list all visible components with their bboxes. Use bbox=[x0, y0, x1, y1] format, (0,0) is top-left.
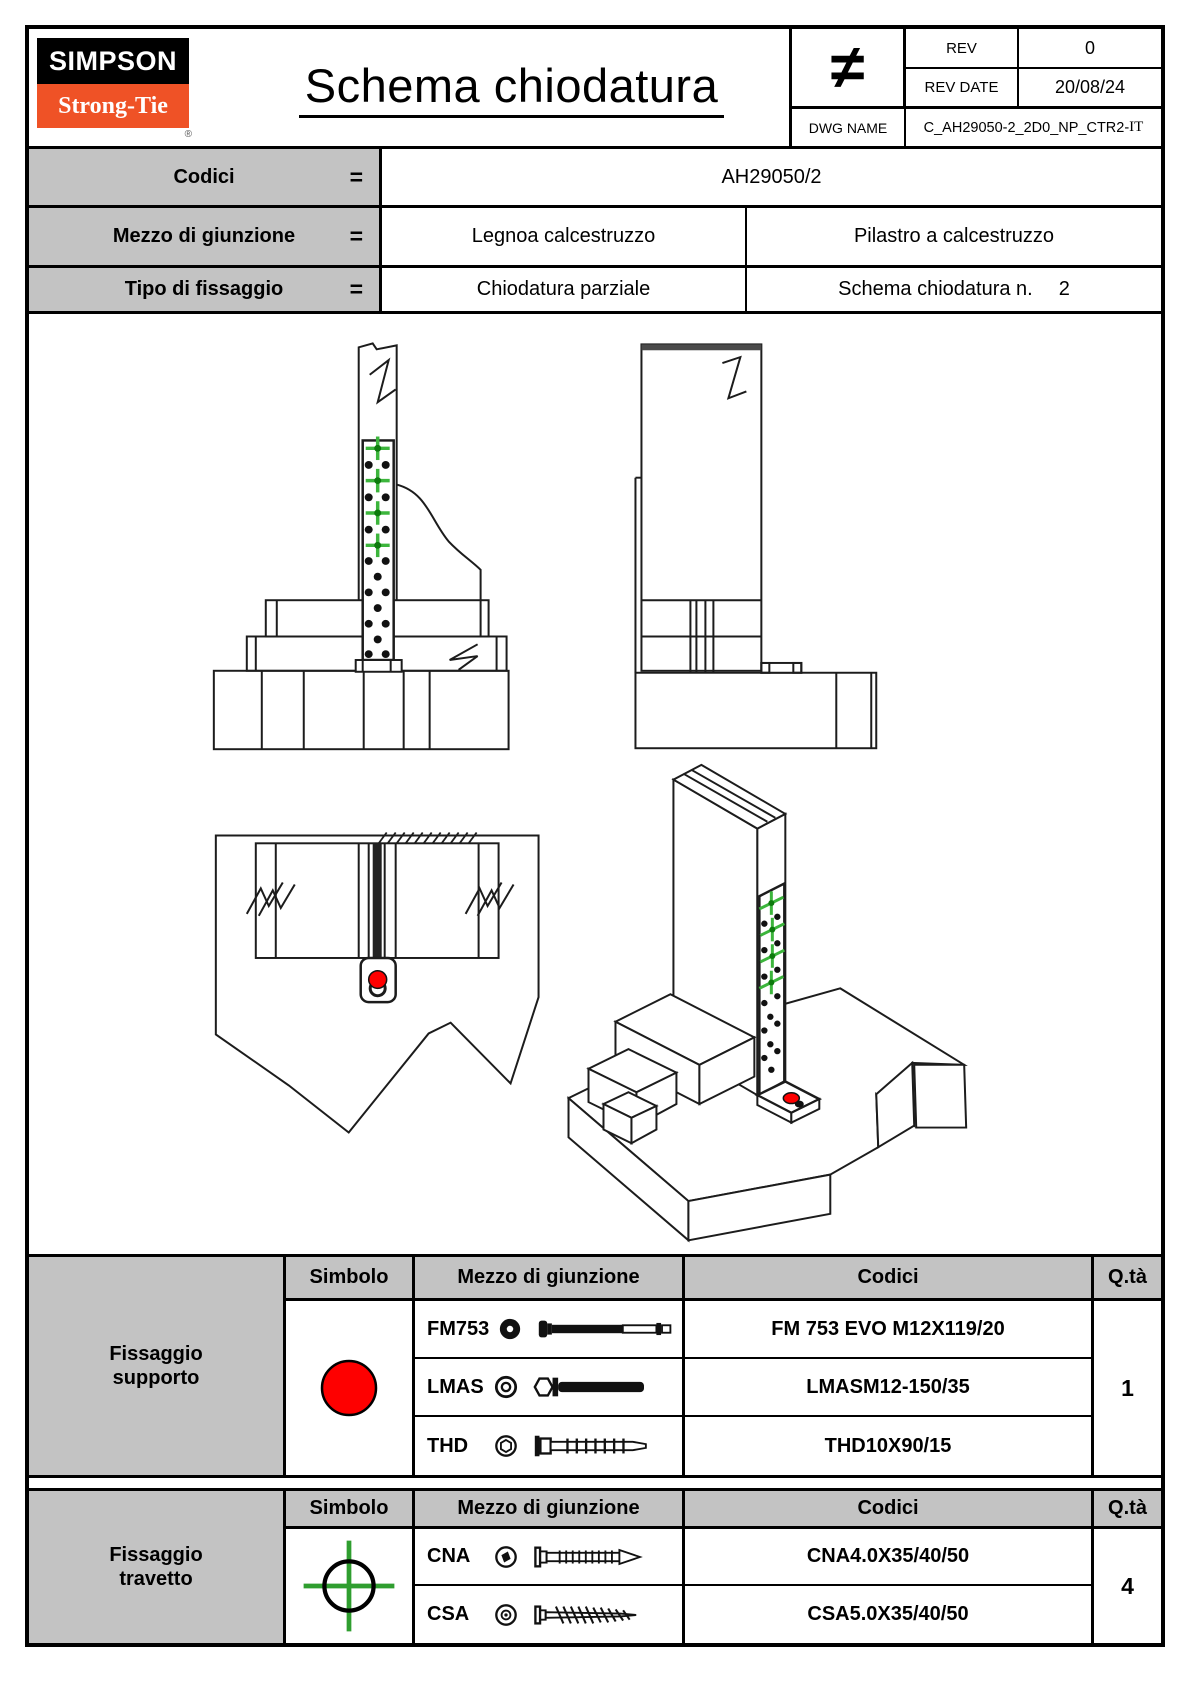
title-block bbox=[789, 29, 1161, 146]
qty-supporto: 1 bbox=[1094, 1301, 1161, 1475]
cna-face-icon bbox=[494, 1545, 518, 1569]
info-row-codici bbox=[29, 149, 1161, 208]
info-row-fissaggio bbox=[29, 268, 1161, 314]
equals-sign: = bbox=[349, 223, 363, 249]
col-header-qty: Q.tà bbox=[1094, 1257, 1161, 1301]
info-label-text: Mezzo di giunzione bbox=[112, 225, 296, 247]
technical-drawing bbox=[29, 314, 1161, 1254]
info-label-codici bbox=[29, 149, 382, 205]
fixing-table-travetto bbox=[29, 1491, 1161, 1643]
header bbox=[29, 29, 1161, 149]
rev-value: 0 bbox=[1019, 29, 1161, 69]
fastener-code: CSA5.0X35/40/50 bbox=[685, 1586, 1094, 1643]
registered-mark: ® bbox=[184, 129, 192, 140]
info-label-text: Tipo di fissaggio bbox=[124, 278, 284, 300]
fastener-name: CSA bbox=[427, 1603, 470, 1625]
csa-face-icon bbox=[494, 1603, 518, 1627]
fastener-code: FM 753 EVO M12X119/20 bbox=[685, 1301, 1094, 1359]
fm753-face-icon bbox=[498, 1317, 522, 1341]
dwg-name-label: DWG NAME bbox=[792, 109, 906, 146]
group-label-line2: travetto bbox=[119, 1568, 193, 1590]
fastener-name: THD bbox=[427, 1434, 469, 1457]
col-header-codici: Codici bbox=[685, 1491, 1094, 1529]
group-label-line1: Fissaggio bbox=[109, 1544, 203, 1566]
rev-label: REV bbox=[906, 29, 1019, 69]
col-header-qty: Q.tà bbox=[1094, 1491, 1161, 1529]
col-header-mezzo: Mezzo di giunzione bbox=[415, 1257, 685, 1301]
front-view-drawing bbox=[214, 343, 509, 749]
info-label-fissaggio bbox=[29, 268, 382, 311]
fastener-code: THD10X90/15 bbox=[685, 1417, 1094, 1475]
schema-number-value: 2 bbox=[1058, 278, 1070, 300]
fastener-row-lmas bbox=[415, 1359, 685, 1417]
rev-date-value: 20/08/24 bbox=[1019, 69, 1161, 109]
csa-side-icon bbox=[527, 1601, 667, 1629]
info-value-fissaggio-1: Chiodatura parziale bbox=[382, 268, 747, 311]
col-header-simbolo: Simbolo bbox=[286, 1257, 415, 1301]
sheet-frame bbox=[25, 25, 1165, 1647]
logo-strongtie-text: Strong-Tie bbox=[37, 84, 189, 128]
info-row-mezzo bbox=[29, 208, 1161, 268]
side-view-drawing bbox=[635, 344, 876, 748]
fastener-row-csa bbox=[415, 1586, 685, 1643]
lmas-side-icon bbox=[527, 1373, 677, 1401]
group-label-line2: supporto bbox=[112, 1367, 200, 1389]
info-value-mezzo-1: Legnoa calcestruzzo bbox=[382, 208, 747, 265]
dwg-name-main: C_AH29050-2_2D0_NP_CTR2- bbox=[923, 119, 1130, 136]
info-value-fissaggio-2 bbox=[747, 268, 1161, 311]
fastener-name: LMAS bbox=[427, 1375, 484, 1398]
hatch-marks bbox=[379, 833, 477, 844]
fixing-table-supporto bbox=[29, 1254, 1161, 1475]
thd-side-icon bbox=[527, 1432, 677, 1460]
rev-date-label: REV DATE bbox=[906, 69, 1019, 109]
simpson-strongtie-logo bbox=[37, 38, 192, 140]
plan-view-drawing bbox=[216, 833, 539, 1133]
logo-simpson-text: SIMPSON bbox=[37, 38, 189, 84]
equals-sign: = bbox=[349, 163, 363, 190]
logo-area bbox=[29, 29, 234, 146]
support-anchor-dot bbox=[783, 1093, 799, 1104]
break-symbol bbox=[370, 360, 396, 402]
isometric-view-drawing bbox=[569, 765, 967, 1240]
fastener-row-thd bbox=[415, 1417, 685, 1475]
lmas-face-icon bbox=[494, 1375, 518, 1399]
group-label-supporto bbox=[29, 1257, 286, 1475]
thd-face-icon bbox=[494, 1434, 518, 1458]
support-anchor-symbol bbox=[286, 1301, 415, 1475]
title-area bbox=[234, 29, 789, 146]
info-label-mezzo bbox=[29, 208, 382, 265]
qty-travetto: 4 bbox=[1094, 1529, 1161, 1643]
not-equal-icon: ≠ bbox=[792, 29, 906, 109]
col-header-mezzo: Mezzo di giunzione bbox=[415, 1491, 685, 1529]
group-label-travetto bbox=[29, 1491, 286, 1643]
fastener-code: CNA4.0X35/40/50 bbox=[685, 1529, 1094, 1586]
col-header-codici: Codici bbox=[685, 1257, 1094, 1301]
info-value-mezzo-2: Pilastro a calcestruzzo bbox=[853, 225, 1055, 247]
red-circle-icon bbox=[317, 1356, 381, 1420]
dwg-name-suffix: IT bbox=[1129, 119, 1144, 135]
fastener-name: CNA bbox=[427, 1545, 471, 1567]
green-crosshair-icon bbox=[297, 1534, 401, 1638]
fastener-row-fm753 bbox=[415, 1301, 685, 1359]
col-header-simbolo: Simbolo bbox=[286, 1491, 415, 1529]
cna-side-icon bbox=[527, 1543, 667, 1571]
page-title: Schema chiodatura bbox=[299, 58, 724, 118]
info-value-codici: AH29050/2 bbox=[721, 165, 822, 188]
support-anchor-dot bbox=[369, 971, 387, 989]
nail-plate-edge bbox=[373, 843, 382, 958]
fastener-code: LMASM12-150/35 bbox=[685, 1359, 1094, 1417]
break-symbol bbox=[450, 644, 478, 669]
drawing-area bbox=[29, 314, 1161, 1254]
group-label-line1: Fissaggio bbox=[109, 1343, 203, 1365]
dwg-name-value bbox=[906, 109, 1161, 146]
joist-nail-symbol bbox=[286, 1529, 415, 1643]
schema-number-label: Schema chiodatura n. bbox=[838, 278, 1033, 300]
info-label-text: Codici bbox=[173, 165, 235, 188]
equals-sign: = bbox=[349, 276, 363, 302]
fastener-name: FM753 bbox=[427, 1317, 490, 1340]
fm753-side-icon bbox=[531, 1315, 681, 1343]
table-divider bbox=[29, 1475, 1161, 1491]
fastener-row-cna bbox=[415, 1529, 685, 1586]
